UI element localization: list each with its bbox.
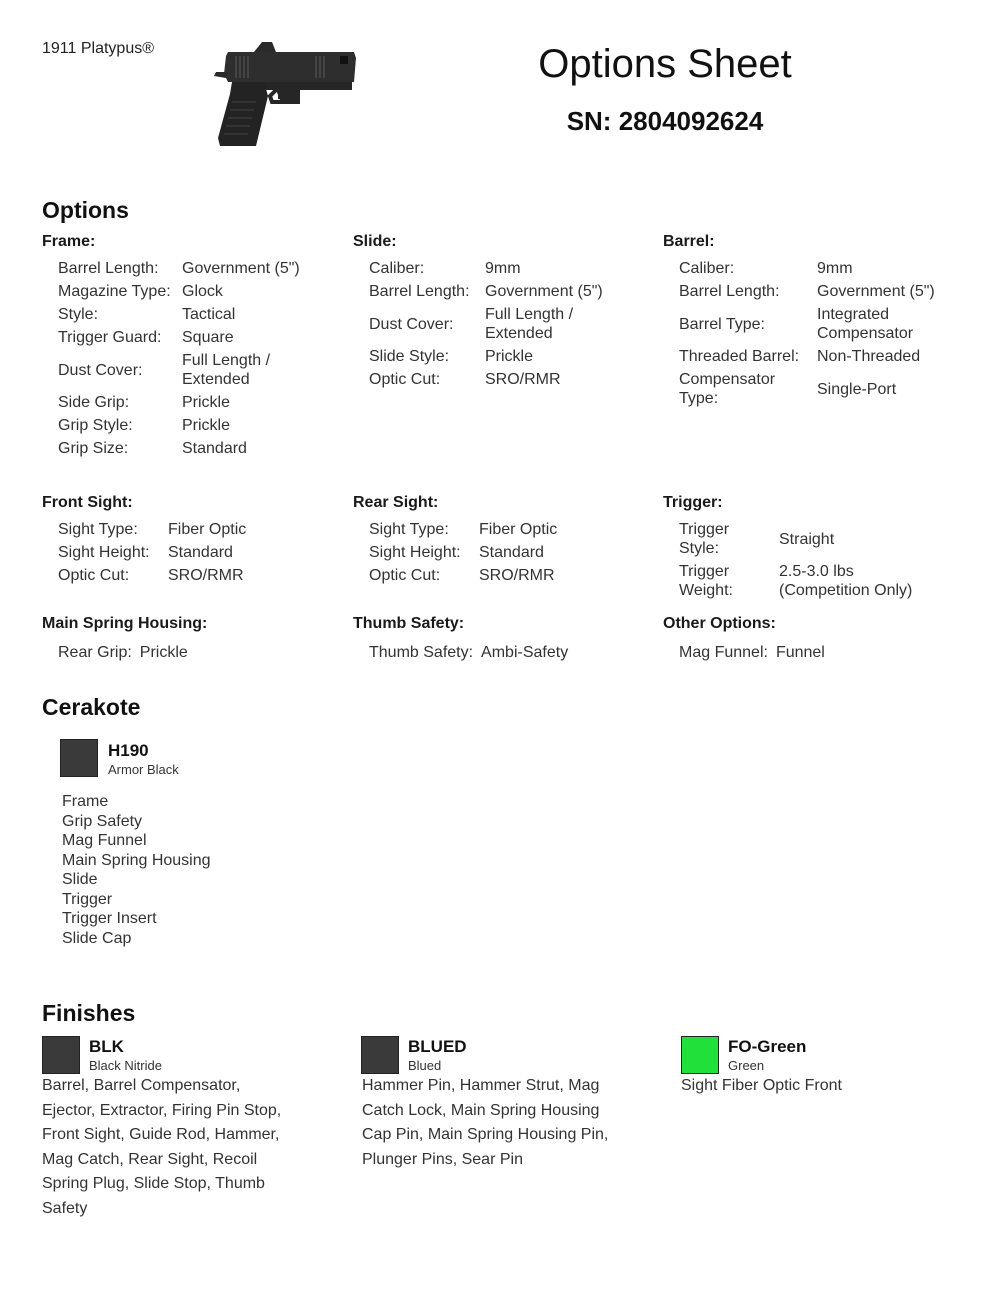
finish-line: Safety [42,1199,88,1217]
option-row [58,435,322,458]
front-sight-title: Front Sight: [42,494,133,511]
finish-blk-parts [42,1074,281,1221]
option-key: Dust Cover: [369,315,454,333]
option-key: Side Grip: [58,394,130,411]
option-key: Rear Grip: [58,644,132,661]
option-key: Grip Style: [58,417,133,434]
thumb-safety-title: Thumb Safety: [353,615,465,632]
option-key: Barrel Length: [679,283,780,300]
option-row [58,643,188,662]
list-item: Slide [62,871,98,888]
option-key: Slide Style: [369,348,450,365]
option-row [369,278,615,301]
cerakote-parts-list [62,792,211,948]
option-key: Caliber: [369,260,425,277]
option-row [58,562,246,585]
option-value: Glock [182,283,223,300]
list-item: Trigger Insert [62,910,157,927]
thumb-safety-table [369,643,568,662]
option-row [369,366,615,389]
finish-code: FO-Green [728,1037,807,1056]
option-key: Barrel Length: [58,260,159,277]
option-row [58,259,322,278]
cerakote-color-name: Armor Black [108,762,179,777]
option-value: Government (5") [817,283,935,300]
option-row [369,562,557,585]
option-value: Prickle [182,417,231,434]
option-key: Magazine Type: [58,283,171,300]
finish-line: Mag Catch, Rear Sight, Recoil [42,1150,258,1168]
option-value: Single-Port [817,380,897,398]
option-value: Full Length / Extended [182,352,271,388]
finish-line: Sight Fiber Optic Front [681,1077,842,1094]
option-row [369,539,557,562]
option-row [679,366,947,408]
finish-line: Catch Lock, Main Spring Housing [362,1101,600,1119]
option-key: Optic Cut: [58,567,130,584]
main-spring-housing-table [58,643,188,662]
option-key: Sight Height: [369,544,461,561]
option-value: Straight [779,530,835,548]
cerakote-code: H190 [108,741,149,760]
finish-code: BLUED [408,1037,467,1056]
finish-blk-swatch [42,1036,80,1074]
option-key: Barrel Length: [369,283,470,300]
option-value: SRO/RMR [485,371,561,388]
option-value: Tactical [182,306,236,323]
slide-options-table [369,259,615,389]
option-key: Barrel Type: [679,315,765,333]
finish-line: Spring Plug, Slide Stop, Thumb [42,1175,265,1192]
list-item: Mag Funnel [62,832,147,849]
option-key: Optic Cut: [369,371,441,388]
barrel-title: Barrel: [663,233,715,250]
finish-name: Black Nitride [89,1058,162,1073]
frame-title: Frame: [42,233,96,250]
cerakote-heading: Cerakote [42,694,141,720]
trigger-table [679,520,929,600]
finishes-heading: Finishes [42,1000,136,1026]
option-row [679,259,947,278]
option-value: SRO/RMR [168,567,244,584]
option-key: Mag Funnel: [679,644,768,661]
option-row [58,324,322,347]
option-key: Thumb Safety: [369,644,474,661]
option-row [58,347,322,389]
finish-blued-swatch [361,1036,399,1074]
option-row [369,520,557,539]
option-key: Style: [58,306,99,323]
option-value: SRO/RMR [479,567,555,584]
option-value: Fiber Optic [168,521,247,538]
option-row [679,520,929,558]
option-value: Prickle [182,394,231,411]
option-value: Standard [479,544,544,561]
finish-line: Hammer Pin, Hammer Strut, Mag [362,1077,600,1094]
list-item: Main Spring Housing [62,851,211,869]
other-options-table [679,643,825,662]
options-heading: Options [42,197,129,223]
option-row [58,412,322,435]
option-row [58,301,322,324]
option-value: Prickle [485,348,534,365]
serial-number: SN: 2804092624 [566,106,764,136]
option-key: Trigger Style: [679,521,730,557]
list-item: Trigger [62,890,113,908]
finish-code: BLK [89,1037,124,1056]
option-key: Threaded Barrel: [679,348,800,365]
model-name: 1911 Platypus® [42,40,155,57]
rear-sight-table [369,520,557,585]
front-sight-table [58,520,246,585]
option-row [58,539,246,562]
option-value: Full Length / Extended [485,306,574,342]
option-row [679,278,947,301]
option-value: Government (5") [485,283,603,300]
slide-title: Slide: [353,233,397,250]
option-value: Ambi-Safety [481,644,569,661]
option-row [679,343,947,366]
other-options-title: Other Options: [663,615,776,632]
finish-line: Barrel, Barrel Compensator, [42,1077,241,1094]
option-key: Trigger Guard: [58,329,162,346]
barrel-options-table [679,259,947,408]
finish-line: Plunger Pins, Sear Pin [362,1150,523,1168]
option-key: Sight Type: [58,521,138,538]
option-row [369,343,615,366]
option-value: Fiber Optic [479,521,558,538]
option-value: Non-Threaded [817,348,921,365]
page-title: Options Sheet [538,42,792,86]
finish-name: Blued [408,1058,442,1073]
option-key: Dust Cover: [58,361,143,379]
option-value: Government (5") [182,260,300,277]
option-key: Sight Height: [58,544,150,561]
main-spring-housing-title: Main Spring Housing: [42,615,208,632]
option-row [369,301,615,343]
option-value: 9mm [485,260,521,277]
finish-name: Green [728,1058,765,1073]
list-item: Frame [62,793,109,810]
option-value: Prickle [139,644,188,661]
option-key: Caliber: [679,260,735,277]
option-row [58,278,322,301]
finish-blued-parts [362,1074,608,1172]
option-row [369,259,615,278]
option-key: Compensator Type: [679,371,776,407]
finish-fo-green-parts [681,1074,842,1099]
option-value: 2.5-3.0 lbs (Competition Only) [779,563,913,599]
option-row [58,389,322,412]
list-item: Grip Safety [62,812,143,830]
option-row [679,558,929,600]
rear-sight-title: Rear Sight: [353,494,439,511]
frame-options-table [58,259,322,458]
option-value: 9mm [817,260,853,277]
option-key: Sight Type: [369,521,449,538]
option-row [679,643,825,662]
option-key: Grip Size: [58,440,129,457]
option-row [679,301,947,343]
option-key: Trigger Weight: [679,563,733,599]
option-row [58,520,246,539]
option-value: Square [182,329,234,346]
option-value: Funnel [775,644,825,661]
option-value: Standard [182,440,247,457]
finish-line: Ejector, Extractor, Firing Pin Stop, [42,1101,282,1119]
cerakote-color-swatch [60,739,98,777]
option-value: Standard [168,544,233,561]
list-item: Slide Cap [62,929,132,947]
finish-fo-green-swatch [681,1036,719,1074]
finish-line: Front Sight, Guide Rod, Hammer, [42,1126,280,1143]
option-key: Optic Cut: [369,567,441,584]
option-value: Integrated Compensator [817,306,914,342]
finish-line: Cap Pin, Main Spring Housing Pin, [362,1126,609,1143]
trigger-title: Trigger: [663,494,723,511]
option-row [369,643,568,662]
